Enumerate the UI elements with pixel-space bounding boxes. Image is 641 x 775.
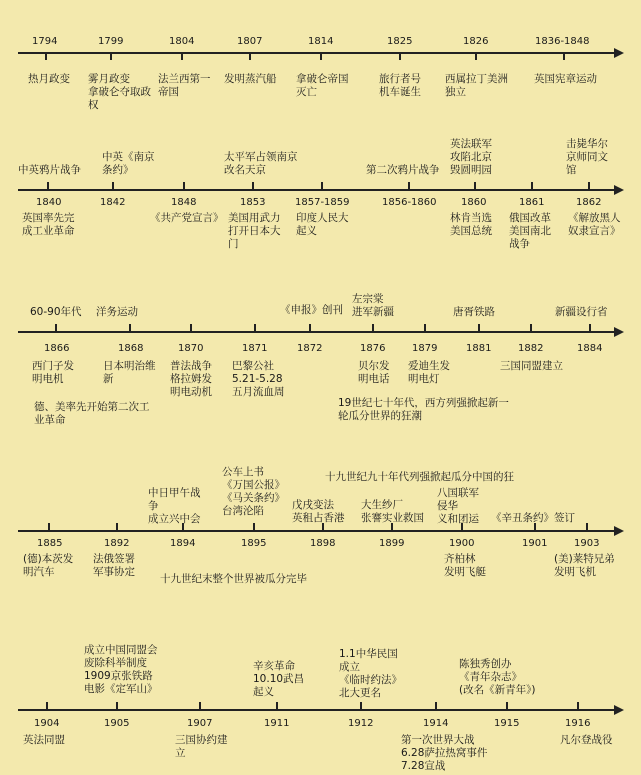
year-label: 1884 bbox=[577, 343, 603, 354]
year-label: 1903 bbox=[574, 538, 600, 549]
year-label: 1856-1860 bbox=[382, 197, 437, 208]
year-label: 1842 bbox=[100, 197, 126, 208]
event-label: 贝尔发 明电话 bbox=[358, 360, 390, 385]
event-label: 大生纱厂 张謇实业救国 bbox=[361, 499, 424, 524]
year-label: 1848 bbox=[171, 197, 197, 208]
timeline-axis bbox=[18, 530, 618, 532]
year-label: 1899 bbox=[379, 538, 405, 549]
event-label: 戊戌变法 英租占香港 bbox=[292, 499, 345, 524]
event-label: 林肯当选 美国总统 bbox=[450, 212, 492, 237]
year-label: 1915 bbox=[494, 718, 520, 729]
event-label: 法兰西第一 帝国 bbox=[158, 73, 211, 98]
event-label: 成立中国同盟会 废除科举制度 1909京张铁路 电影《定军山》 bbox=[84, 644, 158, 695]
year-label: 1872 bbox=[297, 343, 323, 354]
event-label: 旅行者号 机车诞生 bbox=[379, 73, 421, 98]
event-label: 公车上书 《万国公报》 《马关条约》 台湾沦陷 bbox=[222, 466, 285, 517]
event-label: 19世纪七十年代，西方列强掀起新一 轮瓜分世界的狂潮 bbox=[338, 397, 509, 422]
year-tick bbox=[424, 324, 426, 331]
year-tick bbox=[321, 182, 323, 189]
year-tick bbox=[478, 324, 480, 331]
event-label: 《申报》创刊 bbox=[280, 304, 343, 316]
year-label: 1807 bbox=[237, 36, 263, 47]
year-label: 1794 bbox=[32, 36, 58, 47]
event-label: 辛亥革命 10.10武昌 起义 bbox=[253, 660, 305, 698]
year-tick bbox=[360, 702, 362, 709]
year-tick bbox=[252, 182, 254, 189]
year-tick bbox=[199, 702, 201, 709]
event-label: 巴黎公社 5.21-5.28 五月流血周 bbox=[232, 360, 285, 398]
year-tick bbox=[47, 182, 49, 189]
year-tick bbox=[588, 182, 590, 189]
year-tick bbox=[46, 702, 48, 709]
year-label: 1870 bbox=[178, 343, 204, 354]
year-tick bbox=[372, 324, 374, 331]
event-label: 太平军占领南京 改名天京 bbox=[224, 151, 298, 176]
year-label: 1912 bbox=[348, 718, 374, 729]
year-label: 1904 bbox=[34, 718, 60, 729]
event-label: 左宗棠 进军新疆 bbox=[352, 293, 394, 318]
year-tick bbox=[183, 182, 185, 189]
year-tick bbox=[276, 702, 278, 709]
year-label: 1892 bbox=[104, 538, 130, 549]
timeline-axis bbox=[18, 709, 618, 711]
event-label: 《解放黑人 奴隶宣言》 bbox=[568, 212, 621, 237]
event-label: 新疆设行省 bbox=[555, 306, 608, 318]
event-label: 陈独秀创办 《青年杂志》 (改名《新青年》) bbox=[459, 658, 536, 696]
arrow-icon bbox=[614, 705, 624, 715]
year-label: 1898 bbox=[310, 538, 336, 549]
year-tick bbox=[586, 523, 588, 530]
year-tick bbox=[116, 702, 118, 709]
year-tick bbox=[589, 324, 591, 331]
event-label: 唐胥铁路 bbox=[453, 306, 495, 318]
event-label: 发明蒸汽船 bbox=[224, 73, 277, 85]
event-label: 中日甲午战 争 成立兴中会 bbox=[148, 487, 201, 525]
event-label: 英国宪章运动 bbox=[534, 73, 597, 85]
year-tick bbox=[129, 324, 131, 331]
event-label: 德、美率先开始第二次工 业革命 bbox=[34, 401, 150, 426]
event-label: (美)莱特兄弟 发明飞机 bbox=[554, 553, 615, 578]
year-label: 1882 bbox=[518, 343, 544, 354]
year-label: 1876 bbox=[360, 343, 386, 354]
event-label: 普法战争 格拉姆发 明电动机 bbox=[170, 360, 212, 398]
year-label: 1868 bbox=[118, 343, 144, 354]
year-tick bbox=[531, 182, 533, 189]
event-label: 《辛丑条约》签订 bbox=[491, 512, 575, 524]
event-label: 八国联军 侵华 义和团运 bbox=[437, 487, 479, 525]
year-label: 1866 bbox=[44, 343, 70, 354]
timeline-axis bbox=[18, 331, 618, 333]
year-tick bbox=[254, 324, 256, 331]
year-label: 1911 bbox=[264, 718, 290, 729]
year-label: 1814 bbox=[308, 36, 334, 47]
event-label: 1.1中华民国 成立 《临时约法》 北大更名 bbox=[339, 648, 402, 699]
year-tick bbox=[435, 702, 437, 709]
event-label: 凡尔登战役 bbox=[560, 734, 613, 746]
event-label: 拿破仑帝国 灭亡 bbox=[296, 73, 349, 98]
year-label: 1804 bbox=[169, 36, 195, 47]
event-label: 俄国改革 美国南北 战争 bbox=[509, 212, 551, 250]
year-label: 1826 bbox=[463, 36, 489, 47]
year-tick bbox=[116, 523, 118, 530]
event-label: 第二次鸦片战争 bbox=[366, 164, 440, 176]
event-label: 中英鸦片战争 bbox=[18, 164, 81, 176]
event-label: 日本明治维 新 bbox=[103, 360, 156, 385]
year-tick bbox=[48, 523, 50, 530]
year-label: 1905 bbox=[104, 718, 130, 729]
year-label: 1871 bbox=[242, 343, 268, 354]
year-tick bbox=[530, 324, 532, 331]
year-label: 1901 bbox=[522, 538, 548, 549]
event-label: 三国同盟建立 bbox=[500, 360, 563, 372]
year-label: 1825 bbox=[387, 36, 413, 47]
timeline-axis bbox=[18, 189, 618, 191]
year-label: 1836-1848 bbox=[535, 36, 590, 47]
arrow-icon bbox=[614, 327, 624, 337]
year-tick bbox=[55, 324, 57, 331]
year-tick bbox=[474, 182, 476, 189]
year-label: 1799 bbox=[98, 36, 124, 47]
event-label: 西属拉丁美洲 独立 bbox=[445, 73, 508, 98]
event-label: (德)本茨发 明汽车 bbox=[23, 553, 74, 578]
year-tick bbox=[506, 702, 508, 709]
year-label: 1907 bbox=[187, 718, 213, 729]
year-tick bbox=[309, 324, 311, 331]
event-label: 热月政变 bbox=[28, 73, 70, 85]
year-label: 1879 bbox=[412, 343, 438, 354]
event-label: 60-90年代 bbox=[30, 306, 82, 318]
event-label: 英法联军 攻陷北京 毁圆明园 bbox=[450, 138, 492, 176]
event-label: 三国协约建 立 bbox=[175, 734, 228, 759]
arrow-icon bbox=[614, 526, 624, 536]
year-label: 1895 bbox=[241, 538, 267, 549]
year-label: 1862 bbox=[576, 197, 602, 208]
year-label: 1916 bbox=[565, 718, 591, 729]
year-label: 1881 bbox=[466, 343, 492, 354]
event-label: 印度人民大 起义 bbox=[296, 212, 349, 237]
arrow-icon bbox=[614, 185, 624, 195]
event-label: 美国用武力 打开日本大 门 bbox=[228, 212, 281, 250]
year-tick bbox=[408, 182, 410, 189]
event-label: 十九世纪九十年代列强掀起瓜分中国的狂 bbox=[325, 471, 514, 483]
year-label: 1840 bbox=[36, 197, 62, 208]
event-label: 爱迪生发 明电灯 bbox=[408, 360, 450, 385]
year-tick bbox=[112, 182, 114, 189]
year-label: 1853 bbox=[240, 197, 266, 208]
event-label: 洋务运动 bbox=[96, 306, 138, 318]
year-label: 1900 bbox=[449, 538, 475, 549]
event-label: 中英《南京 条约》 bbox=[102, 151, 155, 176]
event-label: 西门子发 明电机 bbox=[32, 360, 74, 385]
event-label: 十九世纪末整个世界被瓜分完毕 bbox=[160, 573, 307, 585]
event-label: 第一次世界大战 6.28萨拉热窝事件 7.28宣战 bbox=[401, 734, 488, 772]
year-label: 1894 bbox=[170, 538, 196, 549]
event-label: 英法同盟 bbox=[23, 734, 65, 746]
year-tick bbox=[253, 523, 255, 530]
event-label: 击毙华尔 京师同文 馆 bbox=[566, 138, 608, 176]
year-label: 1857-1859 bbox=[295, 197, 350, 208]
event-label: 齐柏林 发明飞艇 bbox=[444, 553, 486, 578]
event-label: 雾月政变 拿破仑夺取政 权 bbox=[88, 73, 151, 111]
year-label: 1860 bbox=[461, 197, 487, 208]
event-label: 《共产党宣言》 bbox=[150, 212, 224, 224]
year-label: 1885 bbox=[37, 538, 63, 549]
event-label: 英国率先完 成工业革命 bbox=[22, 212, 75, 237]
event-label: 法俄签署 军事协定 bbox=[93, 553, 135, 578]
year-label: 1861 bbox=[519, 197, 545, 208]
year-tick bbox=[577, 702, 579, 709]
year-tick bbox=[190, 324, 192, 331]
year-label: 1914 bbox=[423, 718, 449, 729]
